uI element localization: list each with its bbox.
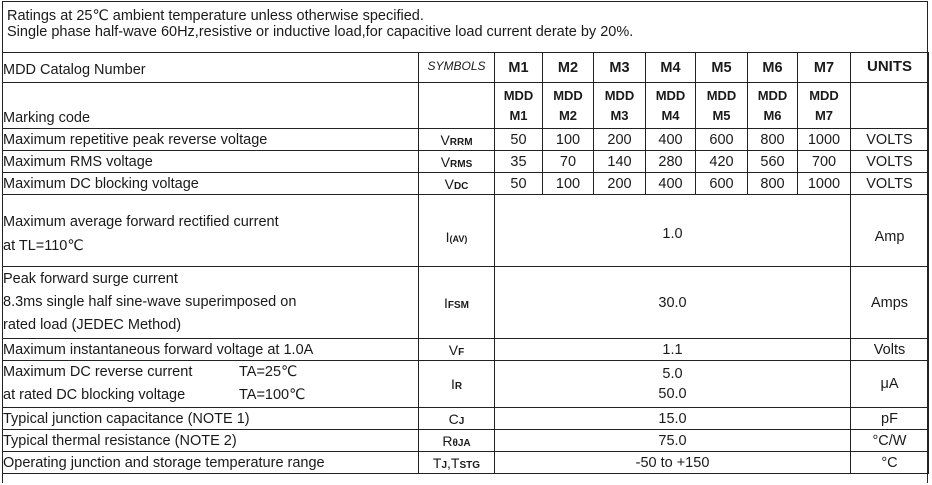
param-label: Maximum repetitive peak reverse voltage (3, 129, 419, 151)
unit-cell: Amp (851, 195, 929, 267)
value-cell: 15.0 (495, 408, 851, 430)
param-label: Typical junction capacitance (NOTE 1) (3, 408, 419, 430)
param-label: Maximum average forward rectified current at TL=110℃ (3, 195, 419, 267)
ratings-notes (7, 8, 633, 40)
symbol-cell: VRRM (419, 129, 495, 151)
value-cell: 400 (646, 173, 696, 195)
row-surge (3, 267, 929, 339)
unit-cell: VOLTS (851, 173, 929, 195)
marking-code: MDD M6 (748, 83, 798, 129)
model-header: M7 (798, 53, 851, 83)
value-cell: 800 (748, 173, 798, 195)
value-cell: 30.0 (495, 267, 851, 339)
value-cell: 50 (495, 129, 543, 151)
unit-cell: Volts (851, 339, 929, 361)
value-cell: 200 (594, 129, 646, 151)
row-vrrm (3, 129, 929, 151)
marking-code: MDD M2 (543, 83, 594, 129)
unit-cell: μA (851, 361, 929, 408)
value-cell: 700 (798, 151, 851, 173)
value-cell: 100 (543, 173, 594, 195)
value-cell: 1.1 (495, 339, 851, 361)
model-header: M5 (696, 53, 748, 83)
value-cell: -50 to +150 (495, 452, 851, 474)
unit-cell: °C (851, 452, 929, 474)
header-row-models (3, 53, 929, 83)
symbol-cell: VDC (419, 173, 495, 195)
ratings-table (2, 52, 929, 474)
param-label: Maximum RMS voltage (3, 151, 419, 173)
row-vf (3, 339, 929, 361)
model-header: M6 (748, 53, 798, 83)
value-cell: 600 (696, 173, 748, 195)
symbol-cell: IR (419, 361, 495, 408)
value-cell: 800 (748, 129, 798, 151)
value-cell: 35 (495, 151, 543, 173)
unit-cell: VOLTS (851, 151, 929, 173)
value-cell: 140 (594, 151, 646, 173)
model-header: M1 (495, 53, 543, 83)
header-row-marking (3, 83, 929, 129)
row-temperature (3, 452, 929, 474)
symbol-cell: RθJA (419, 430, 495, 452)
row-vrms (3, 151, 929, 173)
value-cell: 420 (696, 151, 748, 173)
row-avg-current (3, 195, 929, 267)
unit-cell: Amps (851, 267, 929, 339)
catalog-label: MDD Catalog Number (3, 53, 419, 83)
value-cell: 70 (543, 151, 594, 173)
param-label: Maximum DC reverse current TA=25℃ at rated DC blocking voltage TA=100℃ (3, 361, 419, 408)
symbol-cell: TJ,TSTG (419, 452, 495, 474)
symbols-blank-cell (419, 83, 495, 129)
value-cell: 280 (646, 151, 696, 173)
row-thermal (3, 430, 929, 452)
marking-code: MDD M1 (495, 83, 543, 129)
value-cell: 1000 (798, 129, 851, 151)
marking-code: MDD M3 (594, 83, 646, 129)
row-vdc (3, 173, 929, 195)
model-header: M4 (646, 53, 696, 83)
note-line-2: Single phase half-wave 60Hz,resistive or inductive load,for capacitive load current derate by 20%. (7, 24, 634, 40)
row-cj (3, 408, 929, 430)
symbol-cell: IFSM (419, 267, 495, 339)
param-label: Peak forward surge current 8.3ms single half sine-wave superimposed on rated load (JEDEC Method) (3, 267, 419, 339)
value-cell: 600 (696, 129, 748, 151)
symbol-cell: CJ (419, 408, 495, 430)
marking-code: MDD M5 (696, 83, 748, 129)
marking-code: MDD M7 (798, 83, 851, 129)
symbol-cell: VRMS (419, 151, 495, 173)
value-cell: 75.0 (495, 430, 851, 452)
note-line-1: Ratings at 25℃ ambient temperature unless otherwise specified. (7, 8, 424, 24)
param-label: Maximum instantaneous forward voltage at 1.0A (3, 339, 419, 361)
value-cell: 1.0 (495, 195, 851, 267)
units-blank-cell (851, 83, 929, 129)
unit-cell: °C/W (851, 430, 929, 452)
units-header: UNITS (851, 53, 929, 83)
value-cell: 560 (748, 151, 798, 173)
value-cell: 5.0 50.0 (495, 361, 851, 408)
value-cell: 50 (495, 173, 543, 195)
marking-code: MDD M4 (646, 83, 696, 129)
unit-cell: pF (851, 408, 929, 430)
symbol-cell: I(AV) (419, 195, 495, 267)
value-cell: 200 (594, 173, 646, 195)
model-header: M2 (543, 53, 594, 83)
value-cell: 1000 (798, 173, 851, 195)
symbols-header: SYMBOLS (419, 53, 495, 83)
value-cell: 100 (543, 129, 594, 151)
marking-label: Marking code (3, 83, 419, 129)
model-header: M3 (594, 53, 646, 83)
symbol-cell: VF (419, 339, 495, 361)
param-label: Operating junction and storage temperature range (3, 452, 419, 474)
param-label: Maximum DC blocking voltage (3, 173, 419, 195)
row-ir (3, 361, 929, 408)
param-label: Typical thermal resistance (NOTE 2) (3, 430, 419, 452)
unit-cell: VOLTS (851, 129, 929, 151)
value-cell: 400 (646, 129, 696, 151)
